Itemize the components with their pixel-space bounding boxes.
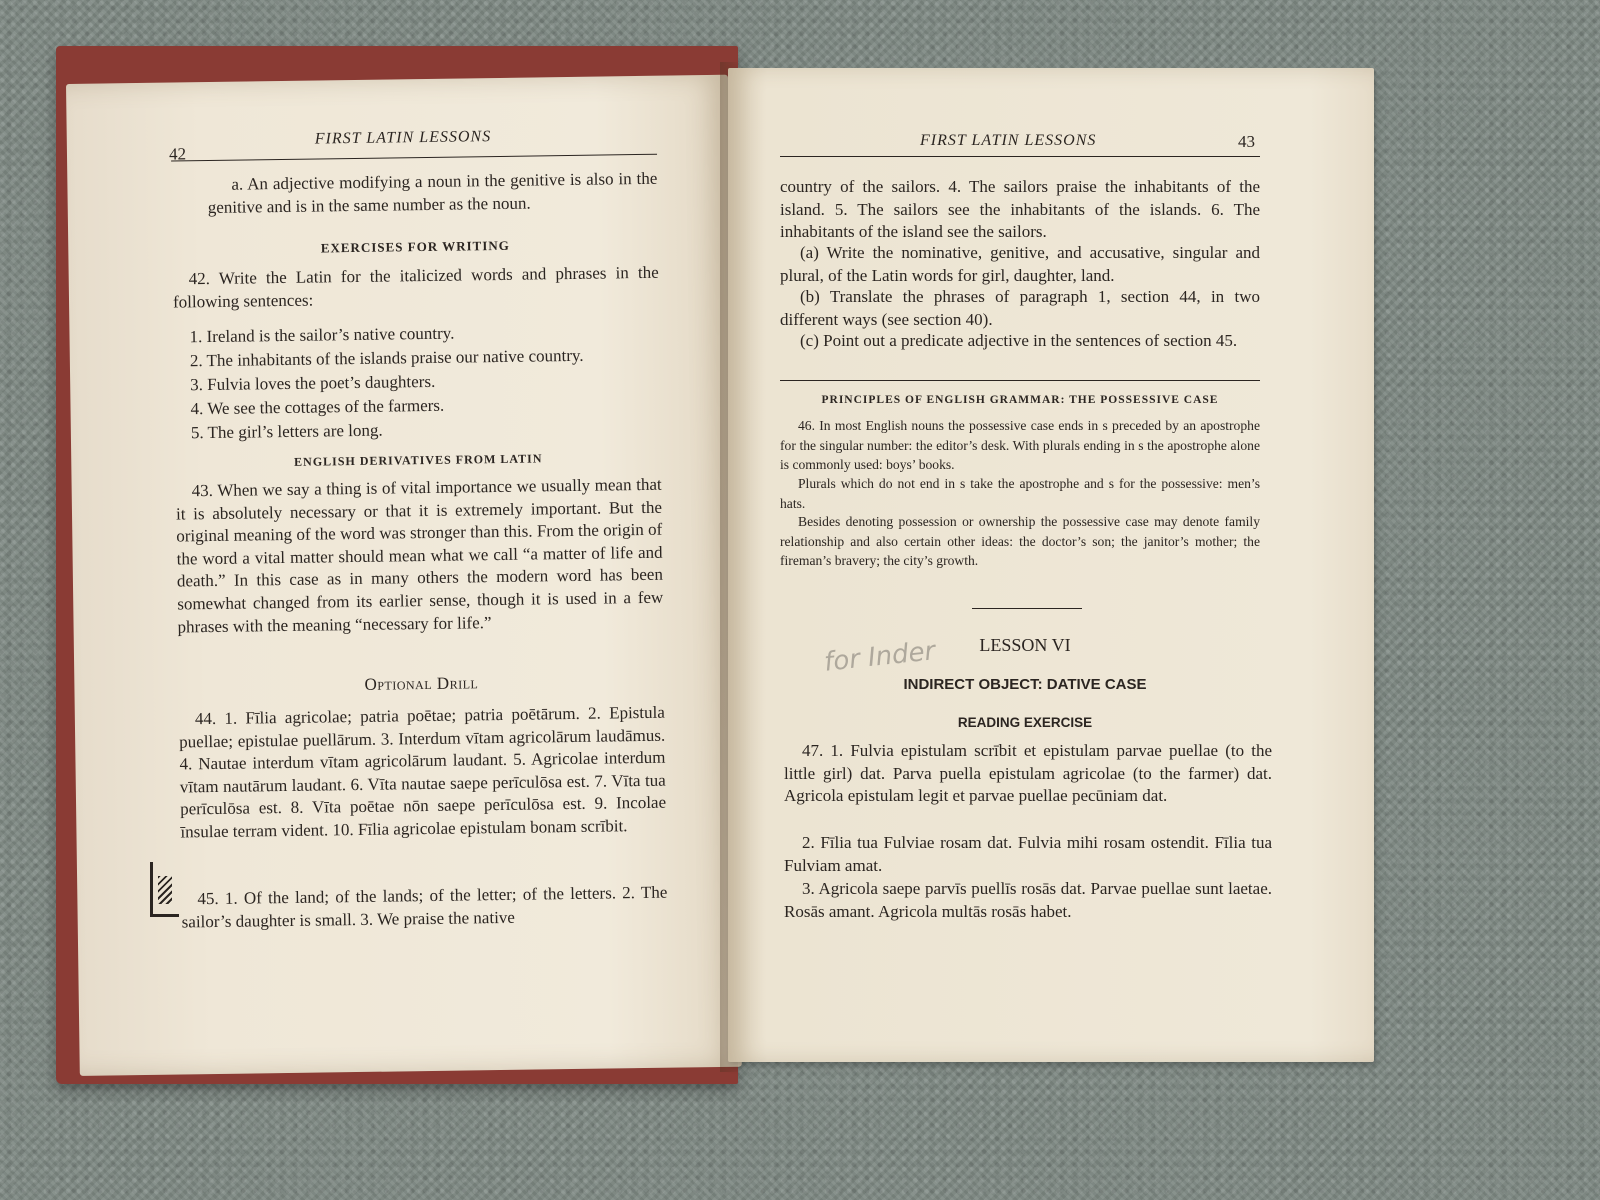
list-item: 1. Ireland is the sailor’s native country. bbox=[189, 323, 455, 347]
page-number-right: 43 bbox=[1238, 132, 1255, 151]
list-item: 4. We see the cottages of the farmers. bbox=[190, 395, 445, 419]
page-number-left: 42 bbox=[168, 144, 187, 164]
section-rule bbox=[780, 380, 1260, 381]
continued-text: country of the sailors. 4. The sailors praise the inhabitants of the island. 5. The sailors see the inhabitants of the islands. 6. The inhabitants of the island see the sailors. bbox=[780, 177, 1260, 242]
drill-heading: Optional Drill bbox=[364, 673, 479, 694]
right-page bbox=[728, 68, 1374, 1062]
derivatives-heading: ENGLISH DERIVATIVES FROM LATIN bbox=[293, 451, 543, 469]
paragraph-46a: 46. In most English nouns the possessive case ends in s preceded by an apostrophe for the singular number: the editor’s desk. With plurals ending in s the apostrophe alone is commonly used: boys’ books. bbox=[780, 418, 1260, 472]
paragraph-47-1: 47. 1. Fulvia epistulam scrībit et epistulam parvae puellae (to the little girl) dat. Parva puella epistulam agricolae (to the farmer) dat. Agricola epistulam legit et parvae puellae pecūniam dat. bbox=[784, 741, 1272, 806]
header-rule-right bbox=[780, 156, 1260, 157]
paragraph-44: 44. 1. Fīlia agricolae; patria poētae; patria poētārum. 2. Epistula puellae; epistulae puellārum. 3. Interdum vītam agricolārum laudāmus. 4. Nautae interdum vītam agricolārum laudant. 5. Agricolae interdum vītam nautārum laudant. 6. Vīta nautae saepe perīculōsa est. 7. Vīta tua perīculōsa est. 8. Vīta poētae nōn saepe perīculōsa est. 9. Incolae īnsulae terram vident. 10. Fīlia agricolae epistulam bonam scrībit. bbox=[179, 702, 667, 842]
list-item: 2. The inhabitants of the islands praise our native country. bbox=[189, 345, 584, 371]
paragraph-43: 43. When we say a thing is of vital importance we usually mean that it is absolutely necessary or that it is extremely important. But the original meaning of the word was stronger than this. From the origin of the word a vital matter should mean what we call “a matter of life and death.” In this case as in many others the modern word has been somewhat changed from its earlier sense, though it is used in a few phrases with the meaning “necessary for life.” bbox=[175, 474, 664, 637]
note-a: a. An adjective modifying a noun in the genitive is also in the genitive and is in the same number as the noun. bbox=[207, 168, 658, 217]
pencil-note: for Inder bbox=[822, 636, 937, 678]
lesson-subtitle: INDIRECT OBJECT: DATIVE CASE bbox=[903, 676, 1147, 693]
running-head-left: FIRST LATIN LESSONS bbox=[314, 128, 492, 148]
grammar-heading: PRINCIPLES OF ENGLISH GRAMMAR: THE POSSESSIVE CASE bbox=[821, 394, 1219, 406]
lesson-title: LESSON VI bbox=[979, 635, 1071, 655]
thumb-index-mark bbox=[150, 862, 179, 917]
paragraph-45: 45. 1. Of the land; of the lands; of the letter; of the letters. 2. The sailor’s daughter is small. 3. We praise the native bbox=[181, 882, 668, 932]
running-head-right: FIRST LATIN LESSONS bbox=[920, 132, 1097, 149]
paragraph-46c: Besides denoting possession or ownership the possessive case may denote family relationship and also certain other ideas: the doctor’s son; the janitor’s mother; the fireman’s bravery; the city’s growth. bbox=[780, 514, 1260, 568]
header-rule-left bbox=[171, 154, 657, 162]
exercises-heading: EXERCISES FOR WRITING bbox=[320, 237, 510, 256]
left-page bbox=[66, 75, 742, 1076]
reading-heading: READING EXERCISE bbox=[957, 715, 1093, 730]
list-item: 5. The girl’s letters are long. bbox=[190, 420, 383, 443]
short-rule bbox=[972, 608, 1082, 609]
paragraph-47-2: 2. Fīlia tua Fulviae rosam dat. Fulvia mihi rosam ostendit. Fīlia tua Fulviam amat. bbox=[784, 833, 1272, 875]
paragraph-46b: Plurals which do not end in s take the apostrophe and s for the possessive: men’s hats. bbox=[780, 476, 1260, 511]
paragraph-42: 42. Write the Latin for the italicized words and phrases in the following sentences: bbox=[172, 262, 659, 312]
paragraph-47-3: 3. Agricola saepe parvīs puellīs rosās dat. Parvae puellae sunt laetae. Rosās amant. Agricola multās rosās habet. bbox=[784, 879, 1272, 921]
item-c: (c) Point out a predicate adjective in the sentences of section 45. bbox=[800, 331, 1238, 350]
list-item: 3. Fulvia loves the poet’s daughters. bbox=[190, 371, 436, 395]
item-a: (a) Write the nominative, genitive, and accusative, singular and plural, of the Latin words for girl, daughter, land. bbox=[780, 243, 1260, 285]
item-b: (b) Translate the phrases of paragraph 1, section 44, in two different ways (see section 40). bbox=[780, 287, 1260, 329]
